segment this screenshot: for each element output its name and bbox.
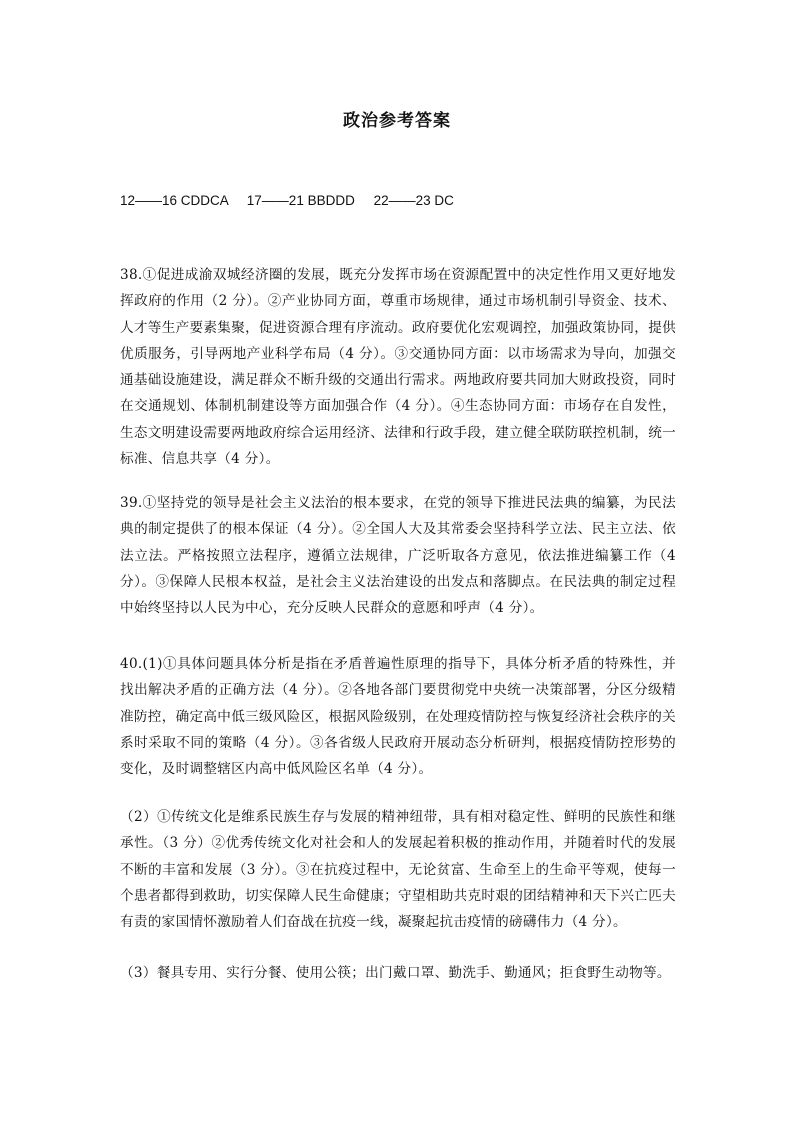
answer-40-part-2: （2）①传统文化是维系民族生存与发展的精神纽带，具有相对稳定性、鲜明的民族性和继承性。（3 分）②优秀传统文化对社会和人的发展起着积极的推动作用，并随着时代的发展不断的丰富和发展（3 分）。③在抗疫过程中，无论贫富、生命至上的生命平等观，使每一个患者都得到救助，切实保障人民生命健康；守望相助共克时艰的团结精神和天下兴亡匹夫有责的家国情怀激励着人们奋战在抗疫一线，凝聚起抗击疫情的磅礴伟力（4 分）。 [120,809,676,931]
page-title: 政治参考答案 [343,111,451,131]
answer-40-part-1: 40.(1)①具体问题具体分析是指在矛盾普遍性原理的指导下，具体分析矛盾的特殊性，并找出解决矛盾的正确方法（4 分）。②各地各部门要贯彻党中央统一决策部署，分区分级精准防控，确定高中低三级风险区，根据风险级别，在处理疫情防控与恢复经济社会秩序的关系时采取不同的策略（4 分）。③各省级人民政府开展动态分析研判，根据疫情防控形势的变化，及时调整辖区内高中低风险区名单（4 分）。 [120,656,676,778]
multiple-choice-answers: 12——16 CDDCA 17——21 BBDDD 22——23 DC [120,193,454,208]
answer-40-part-3: （3）餐具专用、实行分餐、使用公筷；出门戴口罩、勤洗手、勤通风；拒食野生动物等。 [120,965,671,981]
answer-38: 38.①促进成渝双城经济圈的发展，既充分发挥市场在资源配置中的决定性作用又更好地发挥政府的作用（2 分）。②产业协同方面，尊重市场规律，通过市场机制引导资金、技术、人才等生产要素集聚，促进资源合理有序流动。政府要优化宏观调控，加强政策协同，提供优质服务，引导两地产业科学布局（4 分）。③交通协同方面：以市场需求为导向，加强交通基础设施建设，满足群众不断升级的交通出行需求。两地政府要共同加大财政投资，同时在交通规划、体制机制建设等方面加强合作（4 分）。④生态协同方面：市场存在自发性，生态文明建设需要两地政府综合运用经济、法律和行政手段，建立健全联防联控机制，统一标准、信息共享（4 分）。 [120,267,676,468]
answer-39: 39.①坚持党的领导是社会主义法治的根本要求，在党的领导下推进民法典的编纂，为民法典的制定提供了的根本保证（4 分）。②全国人大及其常委会坚持科学立法、民主立法、依法立法。严格按照立法程序，遵循立法规律，广泛听取各方意见，依法推进编纂工作（4 分）。③保障人民根本权益，是社会主义法治建设的出发点和落脚点。在民法典的制定过程中始终坚持以人民为中心，充分反映人民群众的意愿和呼声（4 分）。 [120,495,676,617]
